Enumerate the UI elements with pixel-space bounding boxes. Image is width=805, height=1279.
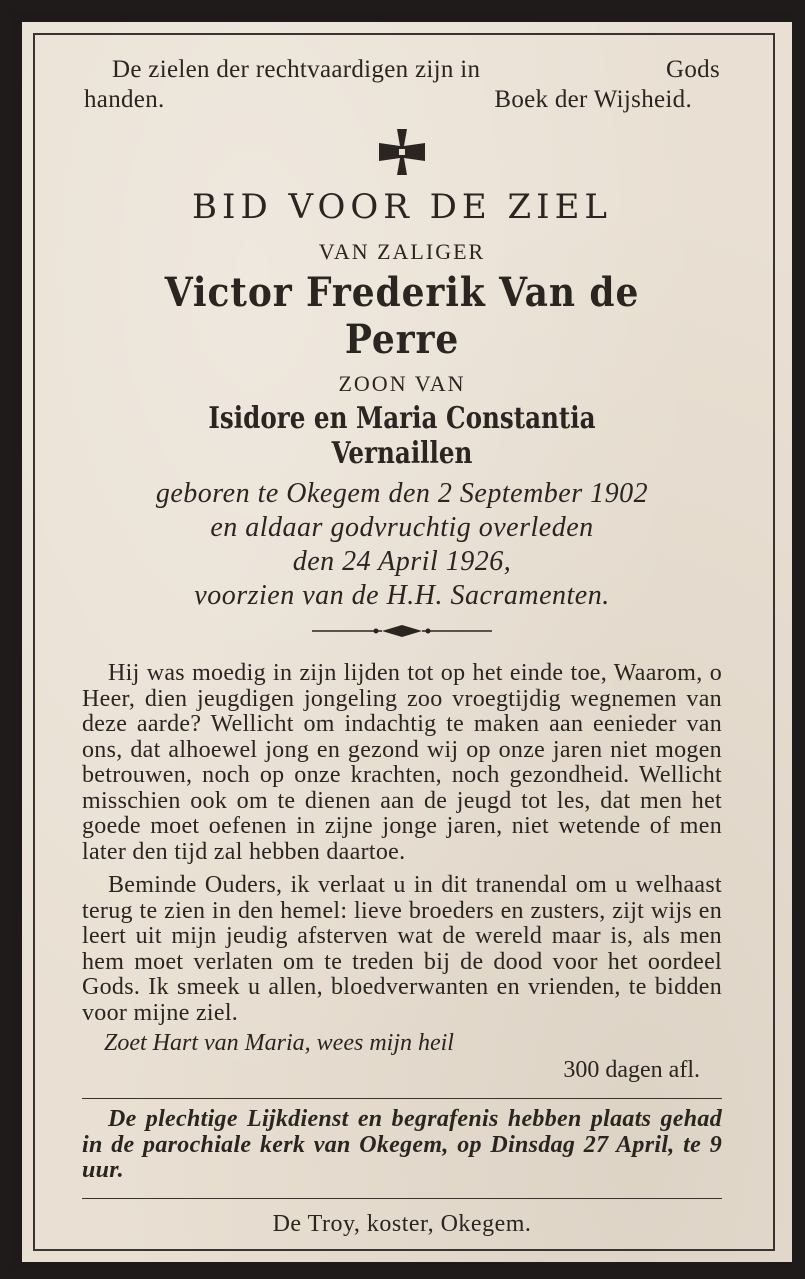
ornament-container	[82, 621, 722, 643]
printer-credit: De Troy, koster, Okegem.	[272, 1210, 532, 1237]
epigraph-line1-right: Gods	[666, 56, 720, 83]
sacraments-line: voorzien van de H.H. Sacramenten.	[194, 580, 610, 611]
epigraph	[82, 55, 722, 115]
epigraph-line1-left: De zielen der rechtvaardigen zijn in	[112, 56, 481, 83]
parents-names: Isidore en Maria Constantia Vernaillen	[208, 401, 596, 471]
cross-pattee-icon	[377, 127, 427, 177]
van-zaliger-label: VAN ZALIGER	[318, 239, 486, 264]
divider-rule-bottom	[82, 1198, 722, 1199]
indulgence-line: 300 dagen afl.	[563, 1057, 700, 1083]
death-line: en aldaar godvruchtig overleden	[210, 512, 594, 543]
death-date-line: den 24 April 1926,	[292, 546, 512, 577]
life-dates	[82, 477, 722, 613]
eulogy-text	[82, 661, 722, 1026]
divider-rule-top	[82, 1098, 722, 1099]
deceased-name: Victor Frederik Van de Perre	[164, 269, 640, 363]
zoon-van-label: ZOON VAN	[338, 371, 466, 396]
cross-container	[82, 127, 722, 183]
epigraph-source: Boek der Wijsheid.	[494, 86, 692, 113]
prayer-line: Zoet Hart van Maria, wees mijn heil	[104, 1030, 454, 1056]
ornamental-divider-icon	[302, 621, 502, 641]
heading-pray-for-soul: BID VOOR DE ZIEL	[192, 187, 612, 227]
eulogy-paragraph-1: Hij was moedig in zijn lijden tot op het einde toe, Waarom, o Heer, dien jeugdigen jongeling zoo vroegtijdig wegnemen van deze aarde? Wellicht om indachtig te maken aan eenieder van ons, dat alhoewel jong en gezond wij op onze jaren niet mogen betrouwen, noch op onze krachten, noch gezondheid. Wellicht misschien ook om te dienen aan de jeugd tot les, dat men het goede moet oefenen in zijne jonge jaren, niet wetende of men later den tijd zal hebben daartoe.	[82, 660, 722, 865]
epigraph-line2-left: handen.	[84, 86, 165, 113]
eulogy-paragraph-2: Beminde Ouders, ik verlaat u in dit tranendal om u welhaast terug te zien in den hemel: lieve broeders en zusters, zijt wijs en leert uit mijn jeudig afsterven wat de wereld maar is, als men hem moet verlaten om te treden bij de dood voor het oordeel Gods. Ik smeek u allen, bloedverwanten en vrienden, te bidden voor mijne ziel.	[82, 872, 722, 1026]
funeral-notice: De plechtige Lijkdienst en begrafenis hebben plaats gehad in de parochiale kerk van Okegem, op Dinsdag 27 April, te 9 uur.	[82, 1106, 722, 1183]
birth-line: geboren te Okegem den 2 September 1902	[155, 478, 649, 509]
card-content	[82, 55, 722, 1238]
